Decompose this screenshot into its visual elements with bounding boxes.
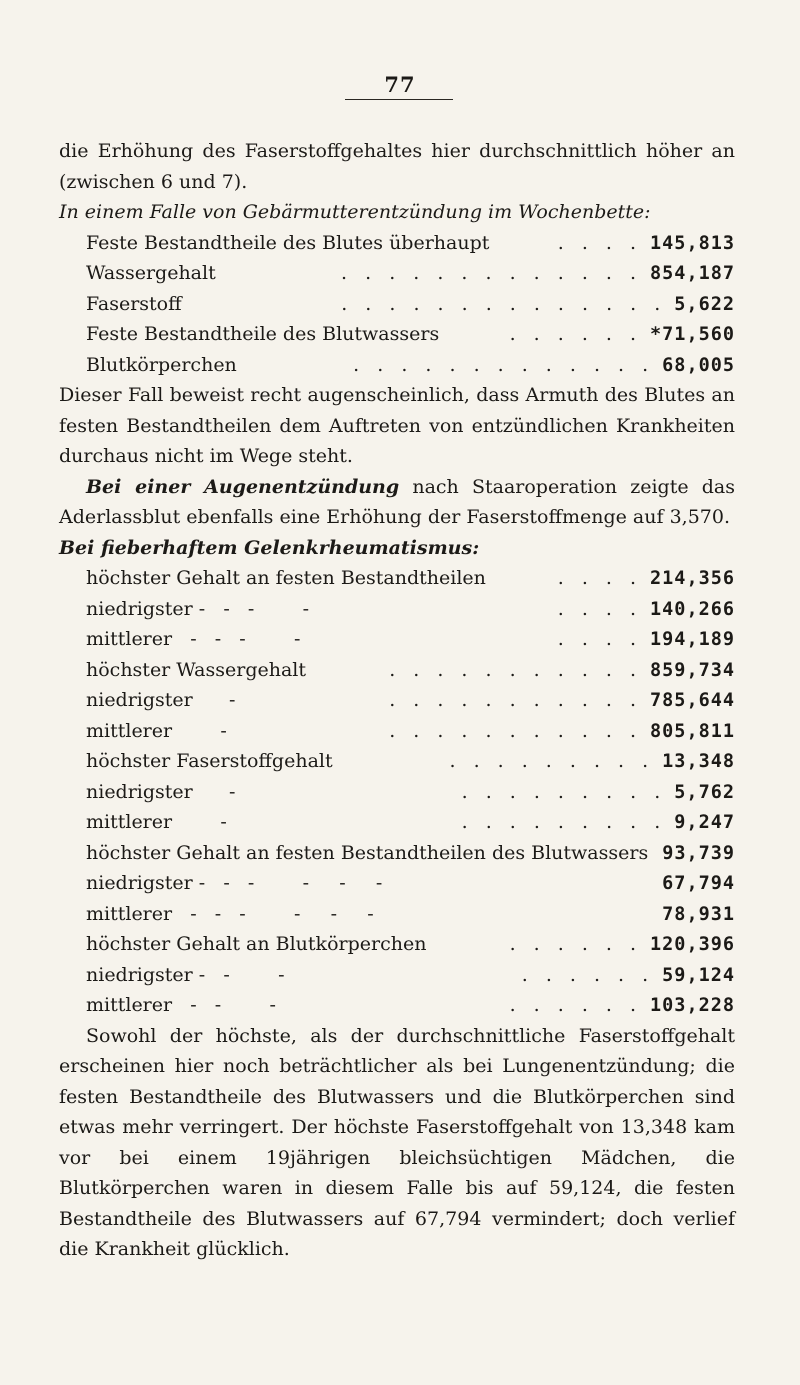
- leader-dots: . . . . . . . . .: [461, 811, 667, 833]
- header-rule: [345, 99, 453, 100]
- row-value: 5,762: [674, 781, 735, 803]
- row-value: 68,005: [662, 354, 735, 376]
- intro-paragraph: die Erhöhung des Faserstoffgehaltes hier durchschnittlich höher an (zwischen 6 und 7).: [59, 140, 735, 193]
- paragraph-2-italic: Bei einer Augenentzündung: [86, 475, 400, 498]
- leader-dots: . . . .: [557, 567, 643, 589]
- row-label: mittlerer -: [86, 811, 227, 833]
- row-value: 145,813: [650, 232, 735, 254]
- table-row: [59, 777, 735, 808]
- table-row: [59, 838, 735, 869]
- row-label: niedrigster - - -: [86, 963, 285, 986]
- row-value: 859,734: [650, 659, 735, 681]
- row-value: 9,247: [674, 812, 735, 833]
- leader-dots: . . . . . . . . . . .: [389, 658, 643, 681]
- blood-analysis-table-1: [59, 228, 735, 381]
- row-value: 785,644: [650, 690, 735, 711]
- row-label: niedrigster -: [86, 689, 236, 711]
- row-value: 93,739: [662, 842, 736, 864]
- row-label: niedrigster -: [86, 780, 236, 803]
- row-value: 214,356: [650, 568, 735, 589]
- table-row: [59, 624, 735, 655]
- table-row: [59, 899, 735, 930]
- leader-dots: . . . . . . . . . . . . . .: [341, 292, 667, 315]
- row-value: 103,228: [650, 995, 735, 1016]
- row-value: 59,124: [662, 964, 735, 986]
- leader-dots: . . . . . . . . . . .: [389, 689, 643, 711]
- row-label: höchster Gehalt an festen Bestandtheilen des Blutwassers: [86, 841, 649, 864]
- leader-dots: . . . .: [557, 231, 643, 254]
- row-label: mittlerer - - - -: [86, 628, 301, 650]
- row-value: 854,187: [650, 263, 735, 284]
- leader-dots: . . . .: [557, 628, 643, 650]
- paragraph-2: [59, 472, 735, 533]
- paragraph-2-rest: nach Staaroperation zeigte das Aderlassblut ebenfalls eine Erhöhung der Faserstoffmenge auf 3,570.: [59, 475, 735, 528]
- row-label: Blutkörperchen: [86, 353, 237, 376]
- table-row: [59, 258, 735, 289]
- table-row: [59, 716, 735, 747]
- leader-dots: . . . . . .: [509, 994, 643, 1016]
- row-label: Feste Bestandtheile des Blutwassers: [86, 323, 440, 345]
- table-row: [59, 289, 735, 320]
- row-value: 13,348: [662, 751, 735, 772]
- row-label: höchster Faserstoffgehalt: [86, 750, 333, 772]
- table-row: [59, 563, 735, 594]
- row-value: *71,560: [650, 324, 735, 345]
- row-label: niedrigster - - - - - -: [86, 872, 383, 894]
- row-label: Feste Bestandtheile des Blutes überhaupt: [86, 231, 490, 254]
- row-label: mittlerer - - -: [86, 994, 276, 1016]
- row-label: Wassergehalt: [86, 262, 216, 284]
- row-value: 194,189: [650, 629, 735, 650]
- leader-dots: . . . . . .: [521, 963, 655, 986]
- row-value: 5,622: [674, 293, 735, 315]
- paragraph-3: Sowohl der höchste, als der durchschnittliche Faserstoffgehalt erscheinen hier noch beträchtlicher als bei Lungenentzündung; die festen Bestandtheile des Blutwassers und die Blutkörperchen sind etwas mehr verringert. Der höchste Faserstoffgehalt von 13,348 kam vor bei einem 19jährigen bleichsüchtigen Mädchen, die Blutkörperchen waren in diesem Falle bis auf 59,124, die festen Bestandtheile des Blutwassers auf 67,794 vermindert; doch verlief die Krankheit glücklich.: [59, 1024, 735, 1260]
- row-value: 120,396: [650, 934, 735, 955]
- table-row: [59, 685, 735, 716]
- leader-dots: . . . . . . . . . . . . .: [341, 262, 643, 284]
- row-value: 78,931: [662, 903, 735, 925]
- row-label: höchster Gehalt an Blutkörperchen: [86, 933, 427, 955]
- row-value: 140,266: [650, 598, 735, 620]
- table-row: [59, 960, 735, 991]
- table-row: [59, 807, 735, 838]
- leader-dots: . . . . . . . . .: [449, 750, 655, 772]
- leader-dots: . . . . . . . . .: [461, 780, 667, 803]
- leader-dots: . . . . . . . . . . .: [389, 719, 643, 742]
- leader-dots: . . . . . .: [509, 323, 643, 345]
- table-row: [59, 746, 735, 777]
- page-number: 77: [384, 72, 416, 97]
- row-label: Faserstoff: [86, 292, 182, 315]
- body-text: [59, 136, 735, 1265]
- row-label: höchster Wassergehalt: [86, 658, 307, 681]
- leader-dots: . . . . . . . . . . . . .: [353, 353, 655, 376]
- paragraph-1: Dieser Fall beweist recht augenscheinlich, dass Armuth des Blutes an festen Bestandtheilen dem Auftreten von entzündlichen Krankheiten durchaus nicht im Wege steht.: [59, 384, 735, 467]
- row-label: niedrigster - - - -: [86, 597, 310, 620]
- table-row: [59, 990, 735, 1021]
- table-row: [59, 350, 735, 381]
- row-label: mittlerer - - - - - -: [86, 902, 374, 925]
- blood-analysis-table-2: [59, 563, 735, 1021]
- row-value: 67,794: [662, 873, 735, 894]
- table-row: [59, 929, 735, 960]
- leader-dots: . . . .: [557, 597, 643, 620]
- row-value: 805,811: [650, 720, 735, 742]
- row-label: mittlerer -: [86, 719, 227, 742]
- table-row: [59, 655, 735, 686]
- table-row: [59, 868, 735, 899]
- leader-dots: . . . . . .: [509, 933, 643, 955]
- table-row: [59, 594, 735, 625]
- row-label: höchster Gehalt an festen Bestandtheilen: [86, 567, 486, 589]
- section-heading-1: In einem Falle von Gebärmutterentzündung im Wochenbette:: [59, 201, 651, 223]
- section-heading-2: Bei fieberhaftem Gelenkrheumatismus:: [59, 536, 480, 559]
- table-row: [59, 228, 735, 259]
- table-row: [59, 319, 735, 350]
